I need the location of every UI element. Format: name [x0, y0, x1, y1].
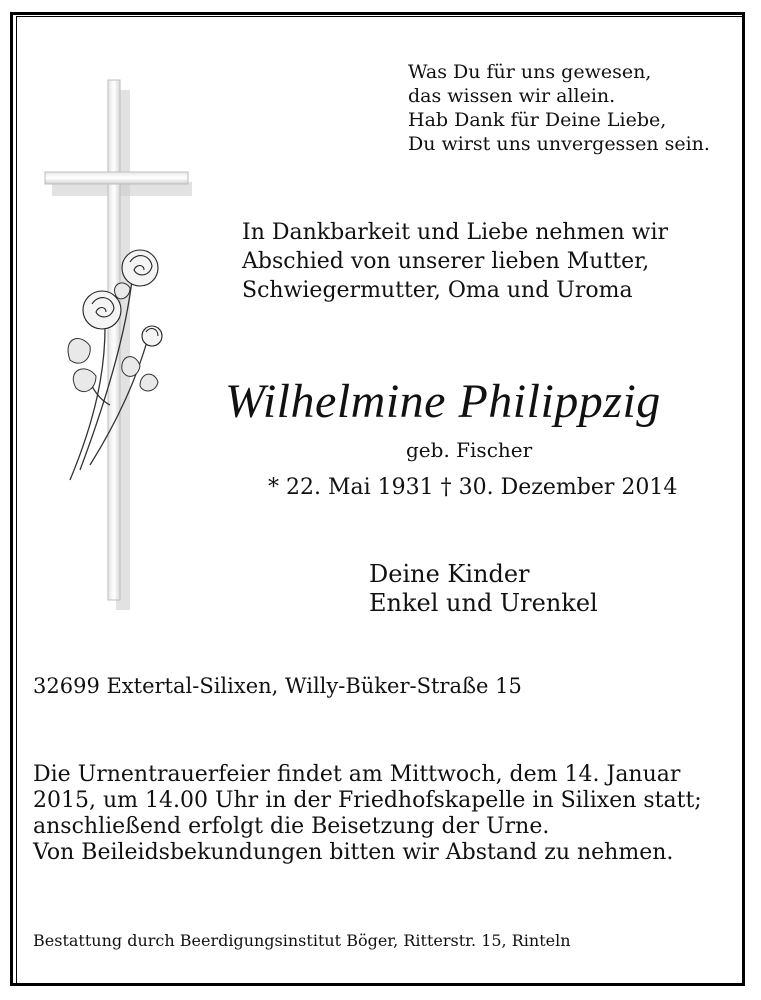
maiden-name: geb. Fischer	[406, 438, 533, 462]
poem	[408, 60, 710, 156]
ceremony-text	[33, 762, 702, 866]
ceremony-line: 2015, um 14.00 Uhr in der Friedhofskapelle in Silixen statt;	[33, 788, 702, 813]
ceremony-line: Von Beileidsbekundungen bitten wir Abstand zu nehmen.	[33, 840, 674, 865]
intro-line: In Dankbarkeit und Liebe nehmen wir	[242, 220, 669, 245]
ceremony-line: Die Urnentrauerfeier findet am Mittwoch, dem 14. Januar	[33, 762, 681, 787]
intro-text	[242, 218, 668, 305]
poem-line: Du wirst uns unvergessen sein.	[408, 133, 710, 155]
poem-line: Hab Dank für Deine Liebe,	[408, 109, 667, 131]
poem-line: Was Du für uns gewesen,	[408, 61, 652, 83]
intro-line: Abschied von unserer lieben Mutter,	[242, 249, 650, 274]
address: 32699 Extertal-Silixen, Willy-Büker-Straße 15	[33, 674, 522, 698]
mourners-line: Deine Kinder	[369, 560, 530, 588]
ceremony-line: anschließend erfolgt die Beisetzung der Urne.	[33, 814, 550, 839]
funeral-home: Bestattung durch Beerdigungsinstitut Böger, Ritterstr. 15, Rinteln	[33, 931, 571, 950]
poem-line: das wissen wir allein.	[408, 85, 616, 107]
cross-with-roses-icon	[40, 70, 200, 610]
mourners-line: Enkel und Urenkel	[369, 589, 598, 617]
life-dates: * 22. Mai 1931 † 30. Dezember 2014	[268, 475, 678, 500]
deceased-name: Wilhelmine Philippzig	[225, 375, 661, 428]
mourners	[369, 560, 598, 618]
intro-line: Schwiegermutter, Oma und Uroma	[242, 278, 633, 303]
